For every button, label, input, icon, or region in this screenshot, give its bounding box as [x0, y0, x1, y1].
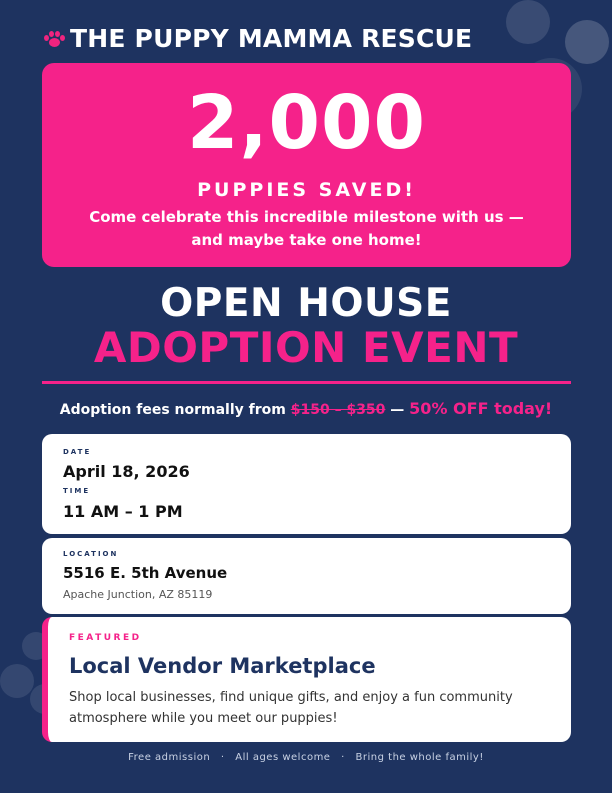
footer — [0, 752, 612, 763]
date-time-card — [42, 434, 571, 534]
footer-item: Bring the whole family! — [355, 752, 484, 763]
brand-name: THE PUPPY MAMMA RESCUE — [70, 24, 473, 53]
decorative-bubble — [0, 664, 34, 698]
fees-prefix: Adoption fees normally from — [59, 402, 286, 418]
featured-card — [42, 617, 571, 742]
fees-dash: — — [390, 402, 405, 418]
footer-item: All ages welcome — [235, 752, 331, 763]
footer-separator: · — [220, 752, 225, 763]
paw-icon — [42, 29, 66, 49]
headline-adoption-event: ADOPTION EVENT — [93, 323, 519, 372]
footer-separator: · — [341, 752, 345, 763]
time-label: TIME — [63, 487, 91, 495]
fees-discount: 50% OFF today! — [409, 399, 553, 418]
featured-title: Local Vendor Marketplace — [69, 654, 376, 678]
hero-banner — [42, 63, 571, 267]
hero-text: Come celebrate this incredible milestone with us — and maybe take one home! — [89, 208, 524, 249]
address-line2: Apache Junction, AZ 85119 — [63, 588, 213, 601]
decorative-bubble — [565, 20, 609, 64]
fees-line — [0, 399, 612, 418]
fees-old-price: $150 – $350 — [290, 402, 386, 418]
date-label: DATE — [63, 448, 92, 456]
location-label: LOCATION — [63, 550, 119, 558]
brand-header — [42, 24, 472, 53]
location-card — [42, 538, 571, 614]
time-value: 11 AM – 1 PM — [63, 502, 183, 521]
address-line1: 5516 E. 5th Avenue — [63, 564, 228, 582]
hero-number: 2,000 — [186, 80, 427, 166]
featured-text: Shop local businesses, find unique gifts, and enjoy a fun community atmosphere while you meet our puppies! — [69, 690, 513, 726]
footer-item: Free admission — [128, 752, 211, 763]
date-value: April 18, 2026 — [63, 462, 190, 481]
headline-open-house: OPEN HOUSE — [160, 281, 452, 326]
featured-label: FEATURED — [69, 633, 142, 643]
decorative-bubble — [506, 0, 550, 44]
hero-subtitle: PUPPIES SAVED! — [197, 179, 416, 201]
divider — [42, 381, 571, 384]
